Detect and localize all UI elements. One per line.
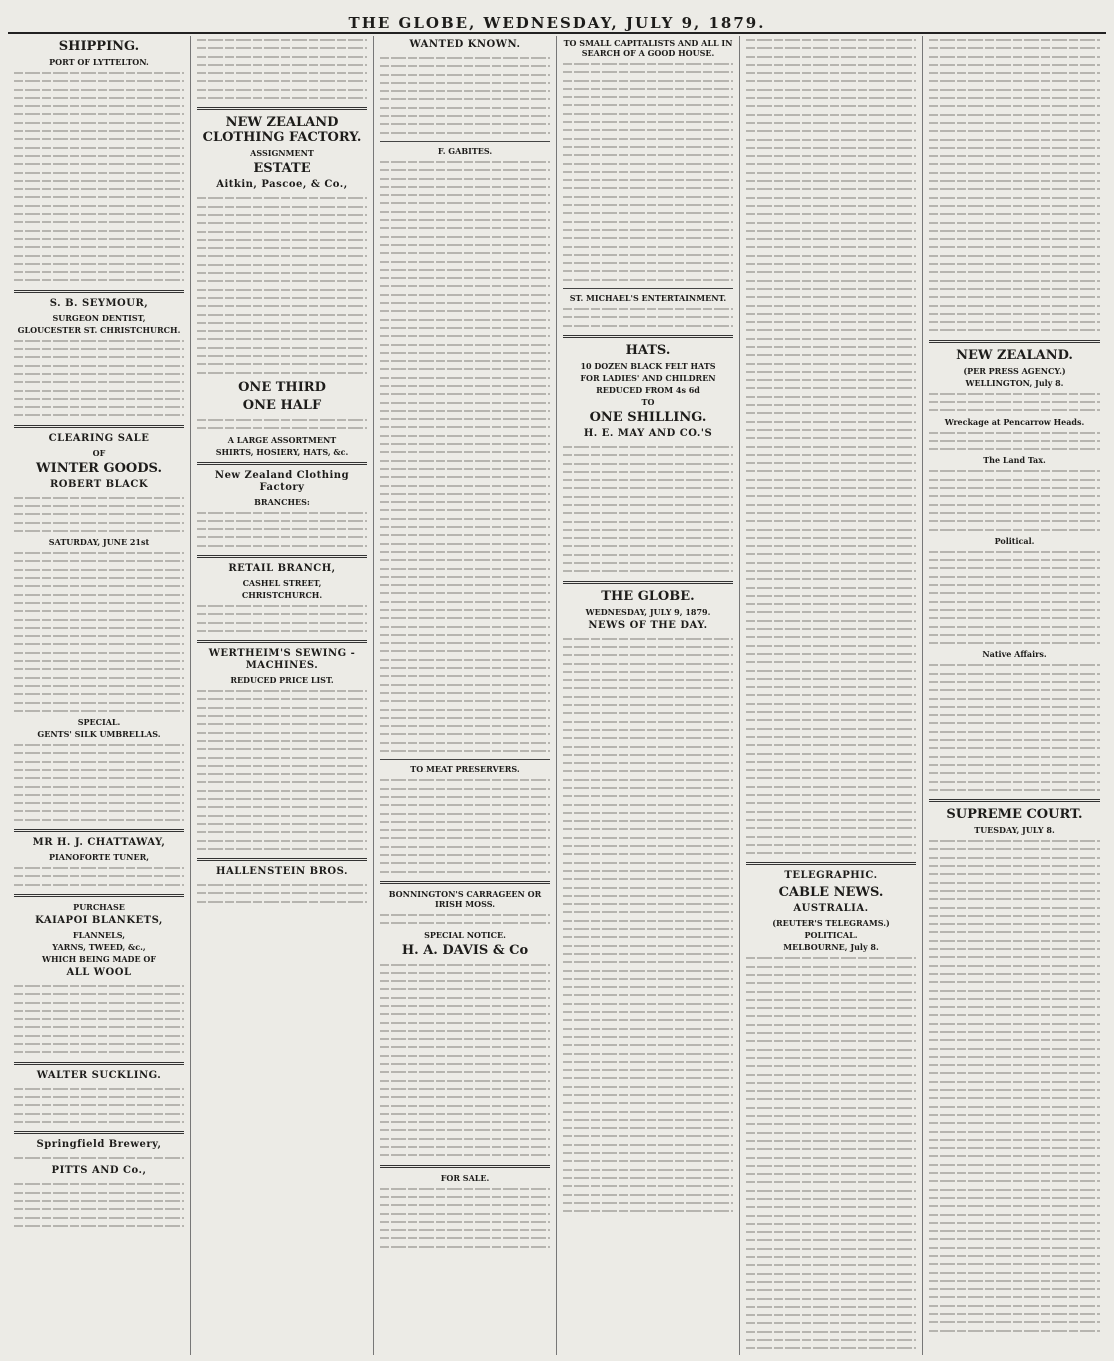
branches-list <box>197 509 367 550</box>
all-wool-heading: ALL WOOL <box>66 966 132 978</box>
column-1 <box>8 36 191 1355</box>
discount-text <box>197 416 367 433</box>
land-tax-heading: The Land Tax. <box>983 455 1046 466</box>
goods-list <box>14 549 184 715</box>
meat-text <box>380 776 550 876</box>
gabites-heading: F. GABITES. <box>437 145 493 156</box>
sale-date: SATURDAY, JUNE 21st <box>48 537 150 548</box>
col5-news-text <box>746 36 916 857</box>
masthead <box>8 4 1106 34</box>
aitkin-heading: Aitkin, Pascoe, & Co., <box>216 179 348 191</box>
branches-label: BRANCHES: <box>254 496 310 507</box>
price-list-heading: REDUCED PRICE LIST. <box>230 675 334 686</box>
cable-news-heading: CABLE NEWS. <box>778 885 884 901</box>
hadavis-heading: H. A. DAVIS & Co <box>401 942 529 958</box>
columns <box>8 36 1106 1355</box>
nz-heading: NEW ZEALAND. <box>956 347 1073 363</box>
land-tax-text <box>929 467 1100 533</box>
cashel-label: CASHEL STREET, <box>242 577 322 588</box>
for-sale-heading: FOR SALE. <box>440 1172 490 1183</box>
globe-date: WEDNESDAY, JULY 9, 1879. <box>585 606 711 617</box>
robert-black: ROBERT BLACK <box>49 478 149 490</box>
shipping-heading: SHIPPING. <box>58 39 140 54</box>
aitkin-text <box>197 194 367 377</box>
suckling-heading: WALTER SUCKLING. <box>36 1069 162 1081</box>
special-heading: SPECIAL. <box>77 717 121 728</box>
bonnington-text <box>380 911 550 928</box>
ladies-label: FOR LADIES' AND CHILDREN <box>580 372 716 383</box>
native-text <box>929 661 1100 794</box>
assignment-label: ASSIGNMENT <box>250 148 314 159</box>
cable-text <box>746 954 916 1355</box>
globe-heading: THE GLOBE. <box>601 588 695 604</box>
news-text <box>563 635 733 1216</box>
price-list <box>197 687 367 853</box>
reduced-label: REDUCED FROM 4s 6d <box>596 384 700 395</box>
column-4 <box>557 36 740 1355</box>
court-date: TUESDAY, JULY 8. <box>974 825 1055 836</box>
large-assortment: A LARGE ASSORTMENT <box>227 434 337 445</box>
to-label: TO <box>641 396 655 407</box>
political-heading-col6: Political. <box>994 535 1035 546</box>
political-heading: POLITICAL. <box>804 930 858 941</box>
chattaway-text <box>14 864 184 889</box>
wanted-ads <box>380 158 550 755</box>
springfield-heading: Springfield Brewery, <box>36 1139 162 1151</box>
wanted-known-heading: WANTED KNOWN. <box>409 39 521 50</box>
court-text <box>929 837 1100 1335</box>
estate-heading: ESTATE <box>253 161 311 177</box>
wreckage-heading: Wreckage at Pencarrow Heads. <box>944 416 1085 427</box>
seymour-text <box>14 337 184 420</box>
suckling-text <box>14 1085 184 1126</box>
pitts-heading: PITTS AND Co., <box>51 1165 147 1177</box>
post-office-text <box>563 443 733 576</box>
native-affairs-heading: Native Affairs. <box>982 649 1047 660</box>
of-label: OF <box>92 447 106 458</box>
kaiapoi-text <box>14 982 184 1057</box>
wellington-dateline: WELLINGTON, July 8. <box>965 377 1064 388</box>
retail-heading: RETAIL BRANCH, <box>228 562 336 574</box>
springfield-text <box>14 1154 184 1162</box>
pitts-text <box>14 1180 184 1230</box>
hallenstein-text <box>197 881 367 906</box>
nz-clothing-heading: NEW ZEALAND CLOTHING FACTORY. <box>202 115 362 146</box>
news-heading: NEWS OF THE DAY. <box>588 619 708 631</box>
kaiapoi-heading: KAIAPOI BLANKETS, <box>35 914 163 926</box>
australia-heading: AUSTRALIA. <box>793 903 869 915</box>
entertainment-text <box>563 305 733 330</box>
dozen-label: 10 DOZEN BLACK FELT HATS <box>580 360 716 371</box>
retail-space <box>197 602 367 635</box>
column-5 <box>740 36 923 1355</box>
political-text <box>929 548 1100 648</box>
hallenstein-heading: HALLENSTEIN BROS. <box>216 866 348 878</box>
auction-text <box>563 60 733 284</box>
chattaway-name: MR H. J. CHATTAWAY, <box>32 837 166 849</box>
for-sale-text <box>380 1185 550 1251</box>
port-heading: PORT OF LYTTELTON. <box>49 57 149 67</box>
entertainment-heading: ST. MICHAEL'S ENTERTAINMENT. <box>569 293 727 304</box>
column-6 <box>923 36 1106 1355</box>
column-2 <box>191 36 374 1355</box>
one-shilling-heading: ONE SHILLING. <box>589 409 707 425</box>
may-heading: H. E. MAY AND CO.'S <box>583 427 713 439</box>
hats-heading: HATS. <box>625 342 671 358</box>
auction-heading: TO SMALL CAPITALISTS AND ALL IN SEARCH OF A GOOD HOUSE. <box>563 38 733 58</box>
one-half-heading: ONE HALF <box>242 397 322 413</box>
meat-heading: TO MEAT PRESERVERS. <box>410 764 520 775</box>
piano-tuner: PIANOFORTE TUNER, <box>48 852 149 863</box>
press-agency-label: (PER PRESS AGENCY.) <box>963 365 1066 376</box>
wellington-text <box>929 390 1100 415</box>
col2-top-text <box>197 36 367 102</box>
wanted-text-1 <box>380 54 550 137</box>
nz-factory-heading: New Zealand Clothing Factory <box>214 469 350 493</box>
wertheim-heading: WERTHEIM'S SEWING - MACHINES. <box>208 648 356 672</box>
melbourne-dateline: MELBOURNE, July 8. <box>783 942 879 953</box>
hadavis-text <box>380 961 550 1160</box>
seymour-name: S. B. SEYMOUR, <box>49 297 149 309</box>
wreckage-text <box>929 429 1100 454</box>
seymour-address: GLOUCESTER ST. CHRISTCHURCH. <box>17 324 181 335</box>
clearing-text <box>14 494 184 535</box>
masthead-title: THE GLOBE, WEDNESDAY, JULY 9, 1879. <box>348 14 766 32</box>
christchurch-label: CHRISTCHURCH. <box>241 589 323 600</box>
shirts-label: SHIRTS, HOSIERY, HATS, &c. <box>215 446 349 457</box>
bonnington-heading: BONNINGTON'S CARRAGEEN OR IRISH MOSS. <box>388 888 542 909</box>
telegraphic-heading: TELEGRAPHIC. <box>784 870 878 882</box>
purchase-heading: PURCHASE <box>73 901 125 912</box>
clearing-sale-heading: CLEARING SALE <box>48 432 150 444</box>
wool-label: WHICH BEING MADE OF <box>41 953 157 964</box>
shipping-text <box>14 69 184 285</box>
reuter-label: (REUTER'S TELEGRAMS.) <box>772 918 890 929</box>
umbrellas-text <box>14 741 184 824</box>
winter-goods-heading: WINTER GOODS. <box>36 460 162 476</box>
one-third-heading: ONE THIRD <box>238 379 326 395</box>
special-notice: SPECIAL NOTICE. <box>424 929 506 940</box>
column-3 <box>374 36 557 1355</box>
umbrellas-heading: GENTS' SILK UMBRELLAS. <box>37 729 161 740</box>
flannels-label: FLANNELS, <box>72 929 126 940</box>
seymour-title: SURGEON DENTIST, <box>52 312 146 323</box>
col6-top-text <box>929 36 1100 335</box>
yarns-label: YARNS, TWEED, &c., <box>52 941 146 952</box>
supreme-court-heading: SUPREME COURT. <box>946 807 1083 823</box>
